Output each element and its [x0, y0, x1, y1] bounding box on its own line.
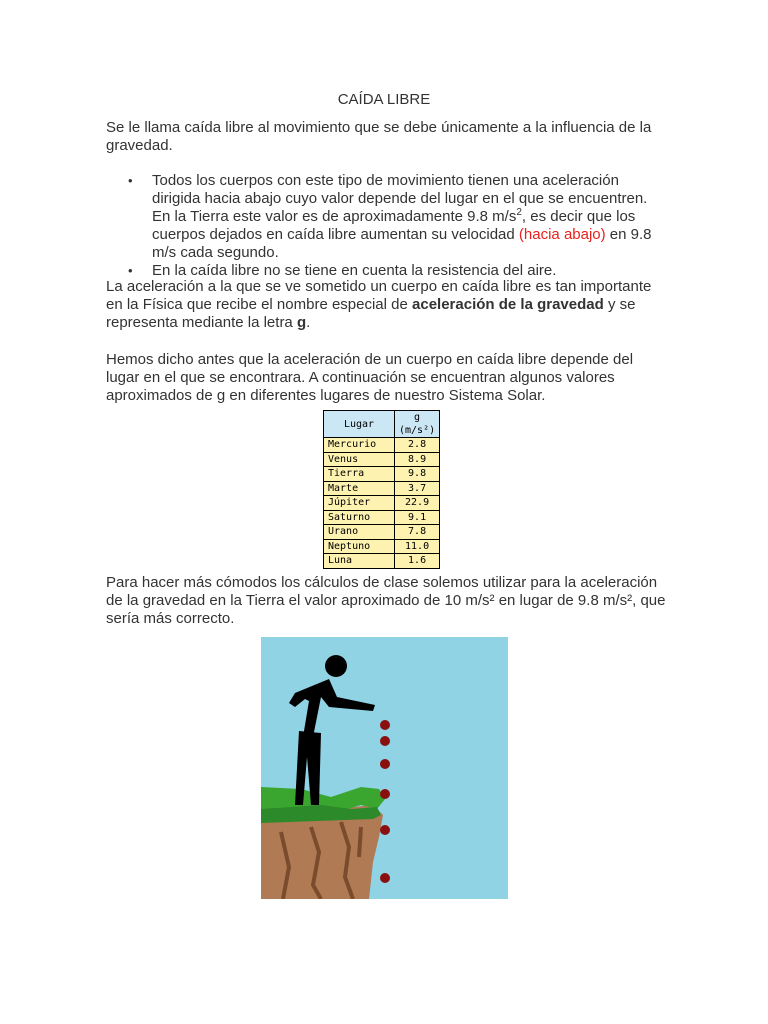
- places-paragraph: Hemos dicho antes que la aceleración de un cuerpo en caída libre depende del lugar en el que se encontrara. A continuación se encuentran algunos valores aproximados de g en diferentes lugares de nuestro Sistema Solar.: [106, 351, 634, 404]
- table-row: [324, 467, 440, 482]
- bullet-item-acceleration: [106, 172, 666, 262]
- falling-ball: [380, 873, 390, 883]
- gravity-text-part1: La aceleración a la que se ve sometido un cuerpo en caída libre es tan importante en la Física que recibe el nombre especial de: [106, 278, 652, 313]
- bullet1-text-part1: Todos los cuerpos con este tipo de movimiento tienen una aceleración dirigida hacia abajo cuyo valor depende del lugar en el que se encuentren. En la Tierra este valor es de aproximadamente 9.8 m/s: [152, 172, 648, 225]
- table-cell-place: Neptuno: [324, 539, 395, 554]
- gravity-text-part2: y se representa mediante la letra: [106, 296, 636, 331]
- falling-ball: [380, 825, 390, 835]
- table-row: [324, 496, 440, 511]
- falling-ball: [380, 736, 390, 746]
- table-header-row: [324, 411, 440, 438]
- table-row: [324, 539, 440, 554]
- table-cell-g: 11.0: [395, 539, 440, 554]
- gravity-term-bold: aceleración de la gravedad: [412, 296, 604, 313]
- bullet1-text-part3: en 9.8 m/s cada segundo.: [152, 226, 652, 261]
- table-cell-place: Marte: [324, 481, 395, 496]
- intro-paragraph: Se le llama caída libre al movimiento que se debe únicamente a la influencia de la gravedad.: [106, 119, 652, 154]
- falling-ball: [380, 789, 390, 799]
- bullet1-superscript: 2: [516, 207, 522, 218]
- page-title: CAÍDA LIBRE: [337, 91, 431, 108]
- table-cell-g: 2.8: [395, 438, 440, 453]
- gravity-letter-bold: g: [296, 314, 307, 331]
- falling-ball: [380, 720, 390, 730]
- bullet2-text: En la caída libre no se tiene en cuenta la resistencia del aire.: [152, 262, 557, 279]
- gravity-paragraph: [106, 278, 666, 332]
- table-cell-g: 22.9: [395, 496, 440, 511]
- table-cell-g: 1.6: [395, 554, 440, 569]
- person-head: [325, 655, 347, 677]
- table-cell-place: Luna: [324, 554, 395, 569]
- table-cell-place: Tierra: [324, 467, 395, 482]
- table-cell-g: 7.8: [395, 525, 440, 540]
- table-cell-g: 8.9: [395, 452, 440, 467]
- gravity-values-table: [323, 410, 440, 569]
- table-cell-g: 3.7: [395, 481, 440, 496]
- table-cell-place: Júpiter: [324, 496, 395, 511]
- falling-ball: [380, 759, 390, 769]
- table-cell-place: Urano: [324, 525, 395, 540]
- bullet1-text-part2: , es decir que los cuerpos dejados en caída libre aumentan su velocidad: [152, 208, 636, 243]
- gravity-text-part3: .: [306, 314, 311, 331]
- closing-paragraph: Para hacer más cómodos los cálculos de clase solemos utilizar para la aceleración de la gravedad en la Tierra el valor aproximado de 10 m/s² en lugar de 9.8 m/s², que sería más correcto.: [106, 574, 666, 627]
- table-header-g: g (m/s²): [395, 411, 440, 438]
- table-cell-g: 9.8: [395, 467, 440, 482]
- bullet-list: [106, 172, 666, 280]
- table-row: [324, 525, 440, 540]
- table-row: [324, 452, 440, 467]
- bullet-dot-icon: •: [128, 263, 133, 278]
- table-cell-place: Venus: [324, 452, 395, 467]
- table-cell-g: 9.1: [395, 510, 440, 525]
- table-row: [324, 554, 440, 569]
- table-cell-place: Mercurio: [324, 438, 395, 453]
- bullet1-highlight: (hacia abajo): [518, 226, 606, 243]
- table-cell-place: Saturno: [324, 510, 395, 525]
- free-fall-illustration: [261, 637, 508, 899]
- table-row: [324, 481, 440, 496]
- table-header-place: Lugar: [324, 411, 395, 438]
- table-row: [324, 510, 440, 525]
- table-row: [324, 438, 440, 453]
- bullet-dot-icon: •: [128, 173, 133, 188]
